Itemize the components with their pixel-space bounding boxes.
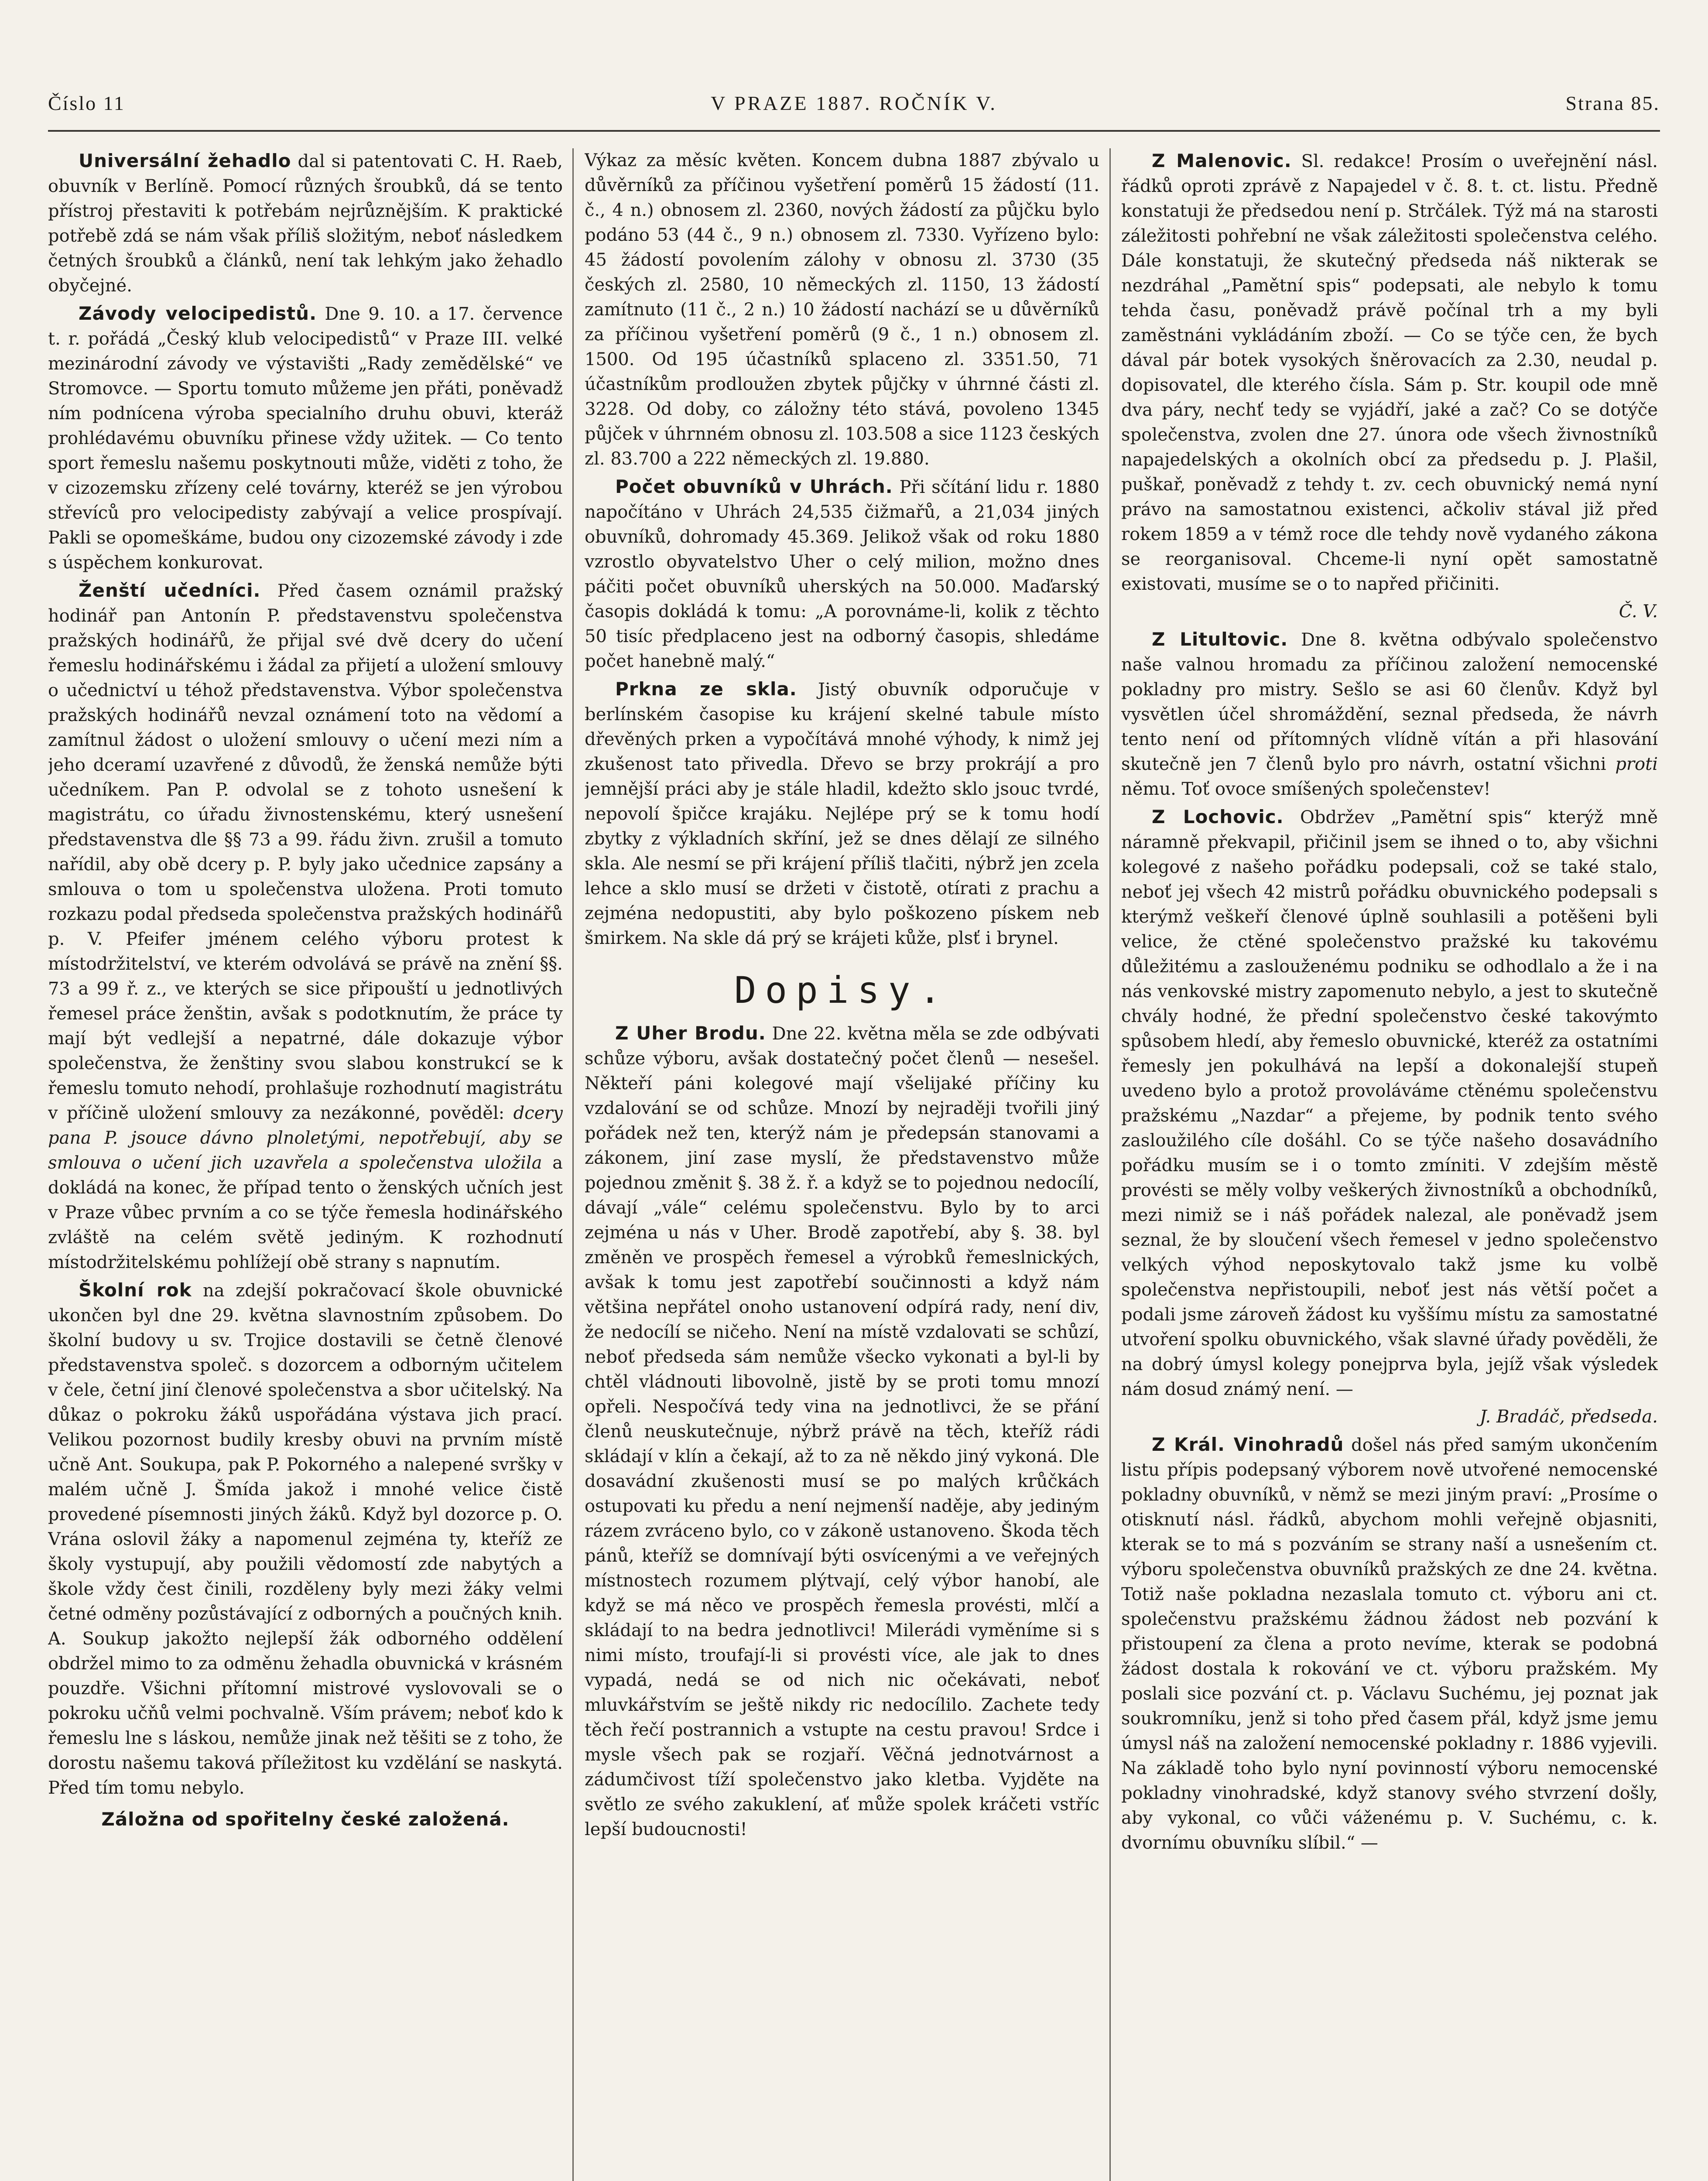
article-glass-boards [585,677,1099,951]
article-title: Z Uher Brodu. [615,1022,766,1044]
column-3 [1121,148,1658,2181]
article-cycling-races [48,301,563,575]
letter-lochovice [1121,804,1658,1402]
article-emphasis: proti [1615,754,1658,774]
letter-litultovice [1121,627,1658,802]
article-universal-iron [48,148,563,298]
article-quote: dcery pana P. jsouce dávno plnoletými, nepotřebují, aby se smlouva o učení jich uzavřela a společenstva uložila [48,1103,563,1173]
article-savings-loan-title: Záložna od spořitelny české založená. [101,1808,510,1830]
signature: Č. V. [1619,602,1658,622]
article-body: Dne 8. května odbývalo společenstvo naše valnou hromadu za příčinou založení nemocenské pokladny pro mistry. Sešlo se asi 60 členův. Když byl vysvětlen účel shromáždění, seznal předseda, že návrh tento není od přítomných vlídně vítán a při hlasování skutečně jen 7 členů bylo pro návrh, ostatní všichni [1121,630,1658,774]
article-title: Počet obuvníků v Uhrách. [615,476,893,497]
column-divider [1109,148,1111,2181]
article-body: Dne 9. 10. a 17. července t. r. pořádá „Český klub velocipedistů“ v Praze III. velké mezinárodní závody ve výstavišti „Rady zemědělské“ ve Stromovce. — Sportu tomuto můžeme jen přáti, poněvadž ním podnícena výroba specialního druhu obuvi, kteráž prohlédavému obuvníku přinese vždy užitek. — Co tento sport řemeslu našemu poskytnouti může, viděti z toho, že v cizozemsku zřízeny celé továrny, kteréž se jen výrobou střevíců pro velocipedisty zabývají a velice prospívají. Pakli se opomeškáme, budou ony cizozemské závody i zde s úspěchem konkurovat. [48,304,563,573]
article-body: došel nás před samým ukončením listu přípis podepsaný výborem nově utvořené nemocenské pokladny obuvníků, v němž se mezi jiným praví: „Prosíme o otisknutí násl. řádků, abychom mohli veřejně objasniti, kterak se to má s pozváním se strany naší a usnešením ct. výboru společenstva obuvníků pražských ze dne 24. května. Totiž naše pokladna nezaslala tomuto ct. výboru ani ct. společenstvu pražskému žádnou žádost neb pozvání k přistoupení za člena a proto nevíme, kterak se podobná žádost dostala k rokování ve ct. výboru pražském. My poslali sice pozvání ct. p. Václavu Suchému, jej poznat jak soukromníku, jenž si toho před časem přál, když jsme jemu úmysl náš na založení nemocenské pokladny r. 1886 vyjevili. Na základě toho bylo nyní povinností výboru nemocenské pokladny vinohradské, když stanovy svého stvrzení došly, aby vykonal, co vůči váženému p. V. Suchému, c. k. dvornímu obuvníku slíbil.“ — [1121,1435,1658,1853]
column-2 [585,148,1099,2181]
article-body: Při sčítání lidu r. 1880 napočítáno v Uhrách 24,535 čižmařů, a 21,034 jiných obuvníků, dohromady 45.369. Jelikož však od roku 1880 vzrostlo obyvatelstvo Uher o celý milion, možno dnes páčiti počet obuvníků uherských na 50.000. Maďarský časopis dokládá k tomu: „A porovnáme-li, kolik z těchto 50 tisíc předplaceno jest na odborný časopis, shledáme počet hanebně malý.“ [585,477,1099,671]
article-school-year [48,1278,563,1801]
column-1 [48,148,563,2181]
article-body: na zdejší pokračovací škole obuvnické ukončen byl dne 29. května slavnostním způsobem. Do školní budovy u sv. Trojice dostavili se četně členové představenstva společ. s dozorcem a odborným učitelem v čele, četní jiní členové společenstva a sbor učitelský. Na důkaz o pokroku žáků uspořádána výstava jich prací. Velikou pozornost budily kresby obuvi na prvním místě učně Ant. Soukupa, pak P. Pokorného a nalepené svršky v malém učně J. Šmída jakož i mnohé velice čistě provedené písemnosti jiných žáků. Když byl dozorce p. O. Vrána oslovil žáky a napomenul zejména ty, kteříž ze školy vystupují, aby použili vědomostí zde nabytých a škole vždy čest činili, rozděleny byly mezi žáky velmi četné odměny pozůstávající z odborných a poučných knih. A. Soukup jakožto nejlepší žák odborného oddělení obdržel mimo to za odměnu žehadla obuvnická v krásném pouzdře. Všichni přítomní mistrové vyslovovali se o pokroku učňů velmi pochvalně. Vším právem; neboť kdo k řemeslu lne s láskou, nemůže jinak než těšiti se z toho, že dorostu našemu taková příležitost ku vzdělání se naskytá. Před tím tomu nebylo. [48,1281,563,1798]
column-divider [572,148,574,2181]
article-title: Ženští učedníci. [79,580,261,601]
letter-kralovske-vinohrady [1121,1432,1658,1856]
page-number: Strana 85. [1565,92,1660,114]
article-title: Z Malenovic. [1152,150,1292,171]
article-loan-report: Výkaz za měsíc květen. Koncem dubna 1887 zbývalo u důvěrníků za příčinou vyšetření poměrů 15 žádostí (11. č., 4 n.) obnosem zl. 2360, nových žádostí za půjčku bylo podáno 53 (44 č., 9 n.) obnosem zl. 7330. Vyřízeno bylo: 45 žádostí povolením zálohy v obnosu zl. 3730 (35 českých zl. 2580, 10 německých zl. 1150, 13 žádostí zamítnuto (11 č., 2 n.) 10 žádostí nachází se u důvěrníků za příčinou vyšetření poměrů (9 č., 1 n.) obnosem zl. 1500. Od 195 účastníků splaceno zl. 3351.50, 71 účastníkům prodloužen zbytek půjčky v úhrnné části zl. 3228. Od doby, co záložny této stává, povoleno 1345 půjček v úhrnném obnosu zl. 103.508 a sice 1123 českých zl. 83.700 a 222 německých zl. 19.880. [585,150,1099,469]
article-title: Z Litultovic. [1152,629,1288,650]
article-body: Dne 22. května měla se zde odbývati schůze výboru, avšak dostatečný počet členů — nesešel. Někteří páni kolegové mají všelijaké příčiny ku vzdalování se od schůze. Mnozí by nejraději tvořili jiný pořádek než ten, kterýž nám je předepsán stanovami a zákonem, jiní zase myslí, že představenstvo může pojednou změnit §. 38 ž. ř. a když se to pojednou nedocílí, dávají „vále“ celému společenstvu. Bylo by to arci zejména u nás v Uher. Brodě zapotřebí, aby §. 38. byl změněn ve prospěch řemesel a výrobků řemeslnických, avšak k tomu jest zapotřebí součinnosti a když nám většina nepřátel onoho ustanovení odpírá rady, není div, že nedocílí se ničeho. Není na místě vzdalovati se schůzí, neboť předseda sám nemůže všecko vykonati a byl-li by chtěl vládnouti libovolně, jistě by se proti tomu mnozí opřeli. Nespočívá tedy vina na jednotlivci, že se přání členů neuskutečnuje, nýbrž právě na těch, kteříž rádi skládají v klín a čekají, až to za ně někdo jiný vykoná. Dle dosavádní zkušenosti musí se po malých krůčkách ostupovati ku předu a není nejmenší naděje, aby jediným rázem zvráceno bylo, co v zákoně ustanoveno. Škoda těch pánů, kteříž se domnívají býti osvícenými a ve veřejných místnostech rozumem plýtvají, celý výbor hanobí, ale když se má něco ve prospěch řemesla provésti, mlčí a skládají to na bedra jednotlivci! Milerádi vyměníme si s nimi místo, troufají-li si provésti více, ale jak to dnes vypadá, nedá se od nich nic očekávati, neboť mluvkářstvím se ještě nikdy ric nedocílilo. Zachete tedy těch řečí postrannich a vstupte na cestu pravou! Srdce i mysle všech pak se rozjaří. Věčná jednotvárnost a zádumčivost tíží společenstvo jako kletba. Vyjděte na světlo ze svého zakuklení, ať může spolek kráčeti vstříc lepší budoucnosti! [585,1024,1099,1839]
article-title: Z Lochovic. [1152,806,1284,827]
issue-number: Číslo 11 [48,92,125,114]
article-body: němu. Toť ovoce smíšených společenstev! [1121,779,1491,799]
article-title: Universální žehadlo [79,150,291,171]
section-heading-letters: Dopisy. [734,969,950,1012]
letter-uhersky-brod [585,1021,1099,1842]
article-body: Jistý obuvník odporučuje v berlínském časopise ku krájení skelné tabule místo dřevěných prken a vypočítává mnohé výhody, k nimž jej zkušenost tato přivedla. Dřevo se brzy prokrájí a pro jemnější práci aby je stále hladil, kdežto sklo jsouc tvrdé, nepovolí špičce krajáku. Nejlépe prý se k tomu hodí zbytky z výkladních skříní, jež se dnes dělají ze silného skla. Ale nesmí se při krájení příliš tlačiti, nýbrž jen zcela lehce a sklo musí se držeti v čistotě, otírati z prachu a zejména nedopustiti, aby bylo poškozeno pískem neb šmirkem. Na skle dá prý se krájeti kůže, plsť i brynel. [585,680,1099,948]
article-body: dal si patentovati C. H. Raeb, obuvník v Berlíně. Pomocí různých šroubků, dá se tento přístroj přestaviti k potřebám nejrůznějším. K praktické potřebě zdá se nám však příliš složitým, neboť následkem četných šroubků a článků, není tak lehkým jako žehadlo obyčejné. [48,151,563,296]
header-rule [48,130,1660,132]
signature: J. Bradáč, předseda. [1479,1407,1658,1427]
article-body: Sl. redakce! Prosím o uveřejnění násl. řádků oproti zprávě z Napajedel v č. 8. t. ct. listu. Předně konstatuji že předsedou není p. Strčálek. Týž má na starosti záležitosti pohřební ne však záležitosti společenstva celého. Dále konstatuji, že skutečný předseda náš nikterak se nezdráhal „Pamětní spis“ podepsati, ale nebylo k tomu tehda času, poněvadž právě počínal trh a my byli zaměstnáni vykládáním zboží. — Co se týče cen, že bych dával pár botek vysokých šněrovacích za 2.30, neudal p. dopisovatel, dle kterého čísla. Sám p. Str. koupil ode mně dva páry, nechť tedy se vyjádří, jaké a zač? Co se dotýče společenstva, zvolen dne 27. února ode všech živnostníků napajedelských a okolních obcí za předsedu p. J. Plašil, puškař, poněvadž z tehdy t. zv. cech obuvnický nemá nyní právo na samostatnou existenci, ačkoliv stával již před rokem 1859 a v témž roce dle tehdy nově vydaného zákona se reorganisoval. Chceme-li nyní opět samostatně existovati, musíme se o to napřed přičiniti. [1121,151,1658,594]
article-title: Z Král. Vinohradů [1152,1434,1344,1455]
article-title: Školní rok [79,1279,192,1301]
article-body: Před časem oznámil pražský hodinář pan Antonín P. představenstvu společenstva pražských hodinářů, že přijal své dvě dcery do učení řemeslu hodinářskému i žádal za přijetí a uložení smlouvy o učednictví u téhož představenstva. Výbor společenstva pražských hodinářů nevzal oznámení toto na vědomí a zamítnul žádost o uložení smlouvy o učení mezi ním a jeho dceramí uzavřené z důvodů, že ženská nemůže býti učedníkem. Pan P. odvolal se z tohoto usnešení k magistrátu, co úřadu živnostenskému, který usnešení představenstva dle §§ 73 a 99. řádu živn. zrušil a tomuto nařídil, aby obě dcery p. P. byly jako učednice zapsány a smlouva o tom u společenstva uložena. Proti tomuto rozkazu podal předseda společenstva pražských hodinářů p. V. Pfeifer jménem celého výboru protest k místodržitelství, ve kterém odvolává se právě na znění §§. 73 a 99 ř. z., ve kterých se sice připouští u jednotlivých řemesel práce ženštin, avšak s podotknutím, že práce ty mají být vedlejší a nepatrné, dále dokazuje výbor společenstva, že ženštiny svou slabou konstrukcí se k řemeslu tomuto nehodí, prohlašuje rozhodnutí magistrátu v příčině uložení smlouvy za nezákonné, pověděl: [48,581,563,1123]
article-title: Prkna ze skla. [615,678,797,700]
article-body: Obdržev „Pamětní spis“ kterýž mně náramně překvapil, přičinil jsem se ihned o to, aby všichni kolegové z našeho pořádku podepsali, což se také stalo, neboť jej všech 42 mistrů pořádku obuvnického podepsali s kterýmž veškeří členové úplně souhlasili a potěšeni byli velice, že ctěné společenstvo pražské ku takovému důležitému a zaslouženému podniku se odhodlalo a že i na nás venkovské mistry zapomenuto nebylo, a jest to skutečně chvály hodné, že přední společenstvo české takovýmto spůsobem hledí, aby řemeslo obuvnické, kteréž za ostatními řemesly jen pokulhává na lepší a dokonalejší stupeň uvedeno bylo a protož provoláváme ctěnému společenstvu pražskému „Nazdar“ a přejeme, by podnik tento svého zasloužilého cíle došáhl. Co se týče našeho dosavádního pořádku musím se i o tomto zmíniti. V zdejším městě provésti se měly volby veškerých živnostníků a obchodníků, mezi nimiž se i náš pořádek nalezal, ale poněvadž jsem seznal, že by sloučení všech řemesel v jedno společenstvo velkých výhod neposkytovalo takž jsme ku volbě společenstva nepřistoupili, neboť jest nás větší počet a podali jsme zároveň žádost ku vyššímu místu za samostatné utvoření spolku obuvnického, však slavné úřady pověděli, že na dobrý úmysl kolegy ponejprva byla, jejíž však výsledek nám dosud známý není. — [1121,807,1658,1399]
article-female-apprentices [48,578,563,1275]
article-body: a dokládá na konec, že případ tento o ženských učních jest v Praze vůbec prvním a co se týče řemesla hodinářského zvláště na celém světě jediným. K rozhodnutí místodržitelskému pohlížejí obě strany s napnutím. [48,1153,563,1272]
place-and-year: V PRAZE 1887. ROČNÍK V. [711,92,997,114]
article-shoemakers-hungary [585,474,1099,674]
letter-malenovice [1121,148,1658,597]
page-header [48,83,1660,122]
article-title: Závody velocipedistů. [79,303,317,324]
